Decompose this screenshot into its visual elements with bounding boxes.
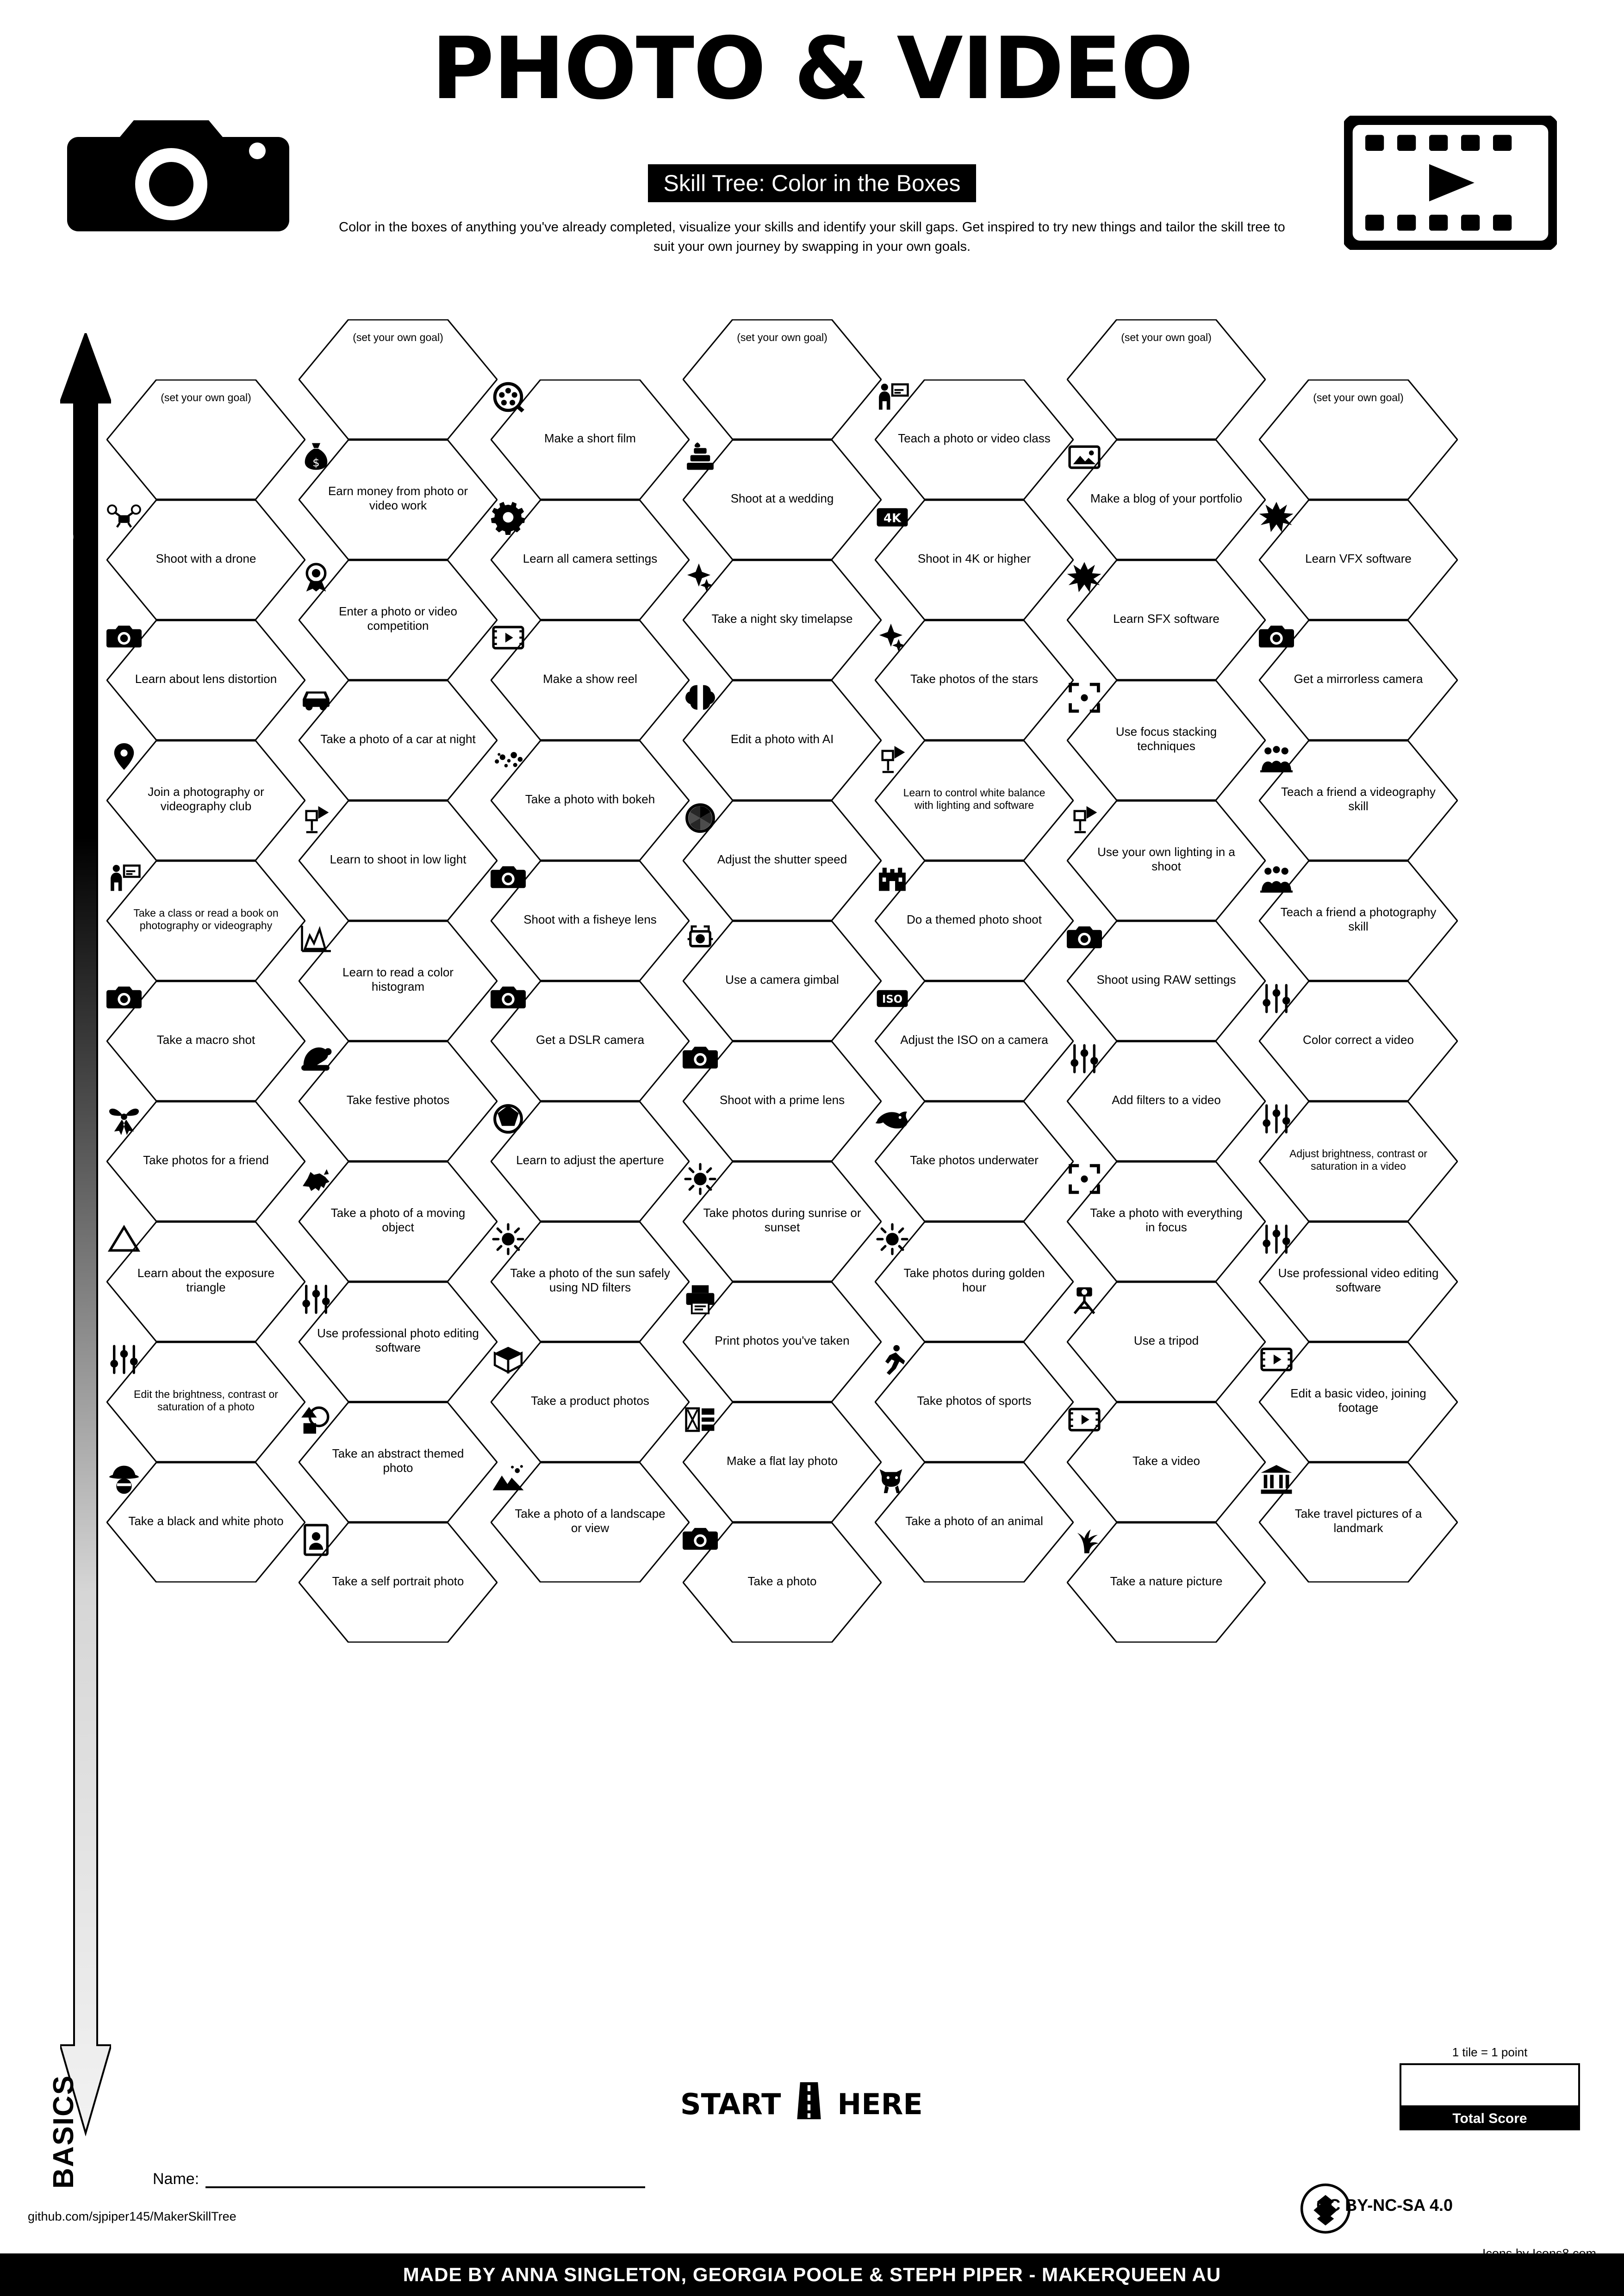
skill-tile-label: Take a night sky timelapse — [711, 611, 853, 626]
skill-tile[interactable] — [875, 740, 1074, 861]
skill-tile-label: Use your own lighting in a shoot — [1097, 845, 1235, 873]
skill-tile-label: (set your own goal) — [1313, 391, 1404, 403]
skill-tile[interactable] — [491, 740, 690, 861]
svg-text:4K: 4K — [884, 511, 901, 526]
skill-tile-label: Use professional video editing software — [1278, 1266, 1439, 1294]
skill-tile[interactable] — [1067, 1282, 1266, 1402]
skill-tile-label: Learn SFX software — [1113, 611, 1220, 626]
skill-tile[interactable] — [875, 500, 1074, 620]
svg-text:ISO: ISO — [882, 993, 903, 1006]
skill-tile-label: Take photos for a friend — [143, 1153, 269, 1167]
skill-tile[interactable] — [106, 379, 305, 500]
skill-tile[interactable] — [299, 1522, 498, 1643]
skill-tile-label: Take a black and white photo — [128, 1514, 284, 1528]
skill-tile-label: Earn money from photo or video work — [328, 484, 468, 512]
skill-tile[interactable] — [683, 1522, 882, 1643]
skill-tile-label: Take travel pictures of a landmark — [1294, 1507, 1422, 1535]
skill-tile-label: Take photos of sports — [917, 1393, 1032, 1408]
skill-tile[interactable] — [1259, 620, 1458, 740]
skill-tile-label: Edit the brightness, contrast or saturation of a photo — [134, 1388, 278, 1413]
skill-tile-label: Learn to shoot in low light — [330, 852, 467, 866]
skill-tile[interactable] — [299, 1402, 498, 1522]
skill-tile-label: Take photos underwater — [910, 1153, 1039, 1167]
total-score-box — [1400, 2045, 1580, 2130]
page-subtitle: Skill Tree: Color in the Boxes — [648, 164, 977, 202]
skill-tile-label: Adjust the shutter speed — [717, 852, 847, 866]
skill-tile-label: Teach a photo or video class — [898, 431, 1051, 445]
skill-tile-label: Make a blog of your portfolio — [1090, 491, 1243, 505]
skill-tile-label: Use a tripod — [1133, 1333, 1199, 1347]
skill-tile[interactable] — [875, 1462, 1074, 1582]
skill-tile-label: Do a themed photo shoot — [907, 912, 1042, 926]
skill-tile[interactable] — [1067, 560, 1266, 680]
skill-tile-label: Take a class or read a book on photography or videography — [133, 906, 279, 931]
skill-tile-label: Edit a photo with AI — [730, 732, 834, 746]
skill-tile[interactable] — [299, 680, 498, 800]
score-input[interactable] — [1400, 2063, 1580, 2107]
skill-tile[interactable] — [1259, 1101, 1458, 1222]
skill-tile-label: Learn all camera settings — [523, 551, 658, 565]
skill-tile-label: (set your own goal) — [161, 391, 251, 403]
name-field-row — [153, 2170, 645, 2188]
skill-tile-label: Learn VFX software — [1305, 551, 1412, 565]
skill-tile[interactable] — [299, 440, 498, 560]
skill-tile[interactable] — [1067, 1522, 1266, 1643]
skill-tile[interactable] — [491, 379, 690, 500]
name-label: Name: — [153, 2170, 199, 2188]
skill-tile-label: Add filters to a video — [1112, 1092, 1221, 1107]
skill-tile-label: Use a camera gimbal — [725, 972, 839, 987]
skill-tile[interactable] — [491, 981, 690, 1101]
skill-tile-label: Make a flat lay photo — [727, 1453, 838, 1468]
skill-tile-label: Learn to control white balance with lighting and software — [903, 786, 1045, 811]
here-label: HERE — [837, 2087, 923, 2121]
skill-tile[interactable] — [106, 1101, 305, 1222]
skill-tile[interactable] — [491, 620, 690, 740]
skill-tile[interactable] — [299, 1041, 498, 1161]
skill-tile-label: Teach a friend a videography skill — [1281, 785, 1436, 813]
skill-tile-label: Take a nature picture — [1110, 1574, 1223, 1588]
skill-tile-label: Shoot in 4K or higher — [917, 551, 1031, 565]
skill-tile[interactable] — [683, 921, 882, 1041]
skill-tile[interactable] — [491, 1222, 690, 1342]
start-label: START — [680, 2087, 781, 2121]
skill-tile[interactable] — [106, 500, 305, 620]
skill-tile[interactable] — [875, 861, 1074, 981]
skill-tile[interactable] — [1067, 680, 1266, 800]
skill-tile[interactable] — [106, 1462, 305, 1582]
skill-tile[interactable] — [106, 740, 305, 861]
skill-tile-label: Take a self portrait photo — [332, 1574, 464, 1588]
skill-tile-label: Learn about the exposure triangle — [137, 1266, 275, 1294]
skill-tile-label: Take a photo with bokeh — [525, 792, 655, 806]
skill-tile[interactable] — [1067, 800, 1266, 921]
skill-tile[interactable] — [875, 1342, 1074, 1462]
skill-tile-label: Learn about lens distortion — [135, 671, 277, 686]
skill-tile[interactable] — [683, 800, 882, 921]
tile-point-note: 1 tile = 1 point — [1452, 2045, 1528, 2059]
skill-tile[interactable] — [875, 379, 1074, 500]
skill-tile[interactable] — [683, 1041, 882, 1161]
skill-tile-label: Take a macro shot — [156, 1032, 255, 1047]
skill-tile[interactable] — [683, 1161, 882, 1282]
skill-tile-label: Take a photo of a car at night — [320, 732, 476, 746]
skill-tile[interactable] — [1067, 440, 1266, 560]
skill-tile-label: Take an abstract themed photo — [332, 1446, 464, 1475]
skill-tile[interactable] — [683, 1402, 882, 1522]
skill-tile-label: Get a DSLR camera — [535, 1032, 645, 1047]
skill-tile[interactable] — [875, 620, 1074, 740]
skill-tile[interactable] — [1259, 500, 1458, 620]
axis-label-advanced: ADVANCED — [48, 484, 80, 652]
skill-tile[interactable] — [1067, 1041, 1266, 1161]
skill-tile[interactable] — [1259, 981, 1458, 1101]
license-text: CC BY-NC-SA 4.0 — [1316, 2196, 1453, 2215]
skill-tile[interactable] — [299, 560, 498, 680]
skill-tile-label: Take a video — [1132, 1453, 1200, 1468]
skill-tile-label: Take photos of the stars — [910, 671, 1039, 686]
skill-tile[interactable] — [1259, 1462, 1458, 1582]
skill-tile[interactable] — [1067, 921, 1266, 1041]
skill-tile-label: Take photos during golden hour — [903, 1266, 1045, 1294]
skill-tile[interactable] — [299, 800, 498, 921]
skill-tile[interactable] — [299, 921, 498, 1041]
skill-tile-label: Take a photo — [747, 1574, 817, 1588]
skill-tile[interactable] — [683, 440, 882, 560]
skill-tile[interactable] — [1259, 1342, 1458, 1462]
skill-tile[interactable] — [1259, 861, 1458, 981]
page-title: PHOTO & VIDEO — [431, 19, 1193, 118]
skill-tile-label: Learn to adjust the aperture — [516, 1153, 664, 1167]
skill-tile-label: Take a photo of a landscape or view — [515, 1507, 666, 1535]
skill-tile-label: Adjust the ISO on a camera — [900, 1032, 1048, 1047]
name-input[interactable] — [205, 2185, 645, 2188]
skill-tile[interactable] — [1067, 1161, 1266, 1282]
skill-tile-label: Enter a photo or video competition — [339, 604, 457, 633]
skill-tile-label: Get a mirrorless camera — [1294, 671, 1423, 686]
skill-tile-label: Take a photo of a moving object — [330, 1206, 466, 1234]
skill-tile-label: Shoot at a wedding — [730, 491, 834, 505]
skill-tile-label: Join a photography or videography club — [148, 785, 264, 813]
skill-tile[interactable] — [683, 560, 882, 680]
skill-tile-label: Take a photo of an animal — [905, 1514, 1043, 1528]
skill-tile[interactable] — [875, 1101, 1074, 1222]
skill-tile-label: Take photos during sunrise or sunset — [703, 1206, 861, 1234]
skill-tile-label: Shoot with a prime lens — [719, 1092, 845, 1107]
skill-tile[interactable] — [106, 861, 305, 981]
skill-tile[interactable] — [875, 1222, 1074, 1342]
skill-tile[interactable] — [1259, 1222, 1458, 1342]
skill-tile-label: Take a photo with everything in focus — [1090, 1206, 1243, 1234]
skill-tile-label: (set your own goal) — [1121, 331, 1212, 343]
svg-text:$: $ — [312, 455, 320, 469]
skill-tile-label: Take a photo of the sun safely using ND filters — [510, 1266, 670, 1294]
skill-tile[interactable] — [299, 319, 498, 440]
skill-tile-label: Print photos you've taken — [715, 1333, 850, 1347]
credit-bar: MADE BY ANNA SINGLETON, GEORGIA POOLE & STEPH PIPER - MAKERQUEEN AU — [0, 2253, 1624, 2296]
skill-tile[interactable] — [106, 1222, 305, 1342]
skill-tile[interactable] — [683, 319, 882, 440]
skill-tile-label: Use focus stacking techniques — [1115, 725, 1217, 753]
skill-tile[interactable] — [1259, 740, 1458, 861]
skill-tile[interactable] — [491, 1462, 690, 1582]
skill-tile[interactable] — [491, 861, 690, 981]
skill-tile[interactable] — [875, 981, 1074, 1101]
skill-tile[interactable] — [491, 500, 690, 620]
skill-tile-label: Take a product photos — [531, 1393, 649, 1408]
skill-tile[interactable] — [683, 680, 882, 800]
page-description: Color in the boxes of anything you've already completed, visualize your skills and identify your skill gaps. Get inspired to try new things and tailor the skill tree to suit your own journey by swapping in your own goals. — [339, 220, 1285, 254]
skill-tile-label: Make a short film — [544, 431, 636, 445]
skill-tile-label: Use professional photo editing software — [317, 1326, 479, 1354]
skill-tile-label: Learn to read a color histogram — [342, 965, 454, 993]
skill-tile-label: Take festive photos — [346, 1092, 450, 1107]
skill-tile[interactable] — [683, 1282, 882, 1402]
skill-tile[interactable] — [106, 620, 305, 740]
skill-tile-label: Shoot with a drone — [156, 551, 256, 565]
skill-tile-label: Make a show reel — [543, 671, 637, 686]
road-icon — [793, 2082, 825, 2126]
skill-tile[interactable] — [1067, 1402, 1266, 1522]
skill-tile-label: (set your own goal) — [353, 331, 443, 343]
skill-tile-label: Teach a friend a photography skill — [1280, 905, 1437, 933]
skill-tile[interactable] — [491, 1342, 690, 1462]
skill-tile-label: Color correct a video — [1303, 1032, 1414, 1047]
skill-tile[interactable] — [106, 1342, 305, 1462]
skill-tile[interactable] — [1067, 319, 1266, 440]
github-link[interactable]: github.com/sjpiper145/MakerSkillTree — [28, 2209, 236, 2223]
skill-tile[interactable] — [299, 1161, 498, 1282]
start-here-marker — [680, 2082, 923, 2126]
score-label: Total Score — [1400, 2107, 1580, 2130]
skill-tile[interactable] — [299, 1282, 498, 1402]
axis-label-basics: BASICS — [48, 2074, 80, 2189]
skill-tile-label: Shoot using RAW settings — [1096, 972, 1236, 987]
skill-tile-label: (set your own goal) — [737, 331, 828, 343]
skill-tile-label: Adjust brightness, contrast or saturation in a video — [1289, 1147, 1427, 1172]
skill-tile[interactable] — [106, 981, 305, 1101]
skill-tile-label: Edit a basic video, joining footage — [1290, 1386, 1426, 1415]
skill-tile-label: Shoot with a fisheye lens — [523, 912, 657, 926]
skill-tile[interactable] — [491, 1101, 690, 1222]
skill-tile[interactable] — [1259, 379, 1458, 500]
